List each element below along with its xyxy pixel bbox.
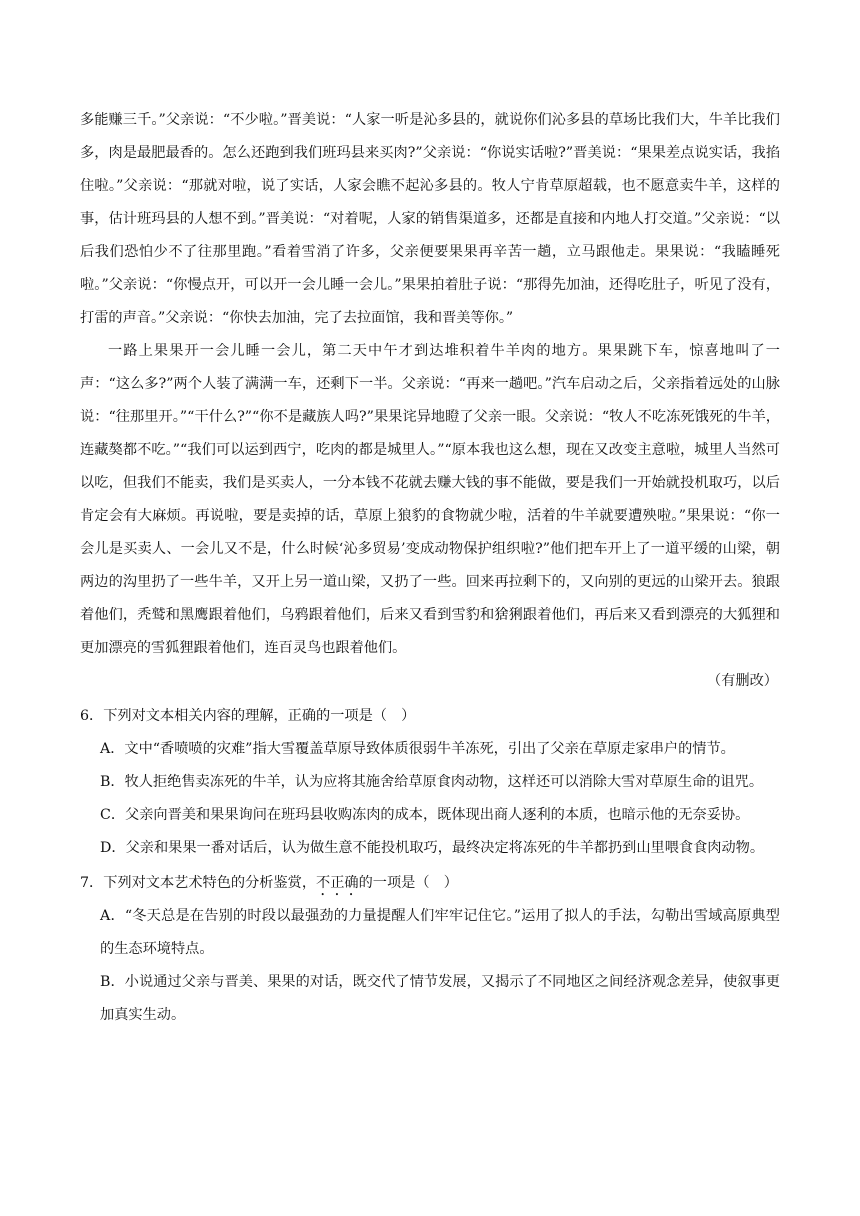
option-a: A．文中“香喷喷的灾难”指大雪覆盖草原导致体质很弱牛羊冻死，引出了父亲在草原走家串户的情节。 <box>100 741 735 757</box>
passage-paragraph: 一路上果果开一会儿睡一会儿，第二天中午才到达堆积着牛羊肉的地方。果果跳下车，惊喜地叫了一声：“这么多?”两个人装了满满一车，还剩下一半。父亲说：“再来一趟吧。”汽车启动之后，父亲指着远处的山脉说：“往那里开。”“干什么?”“你不是藏族人吗?”果果诧异地瞪了父亲一眼。父亲说：“牧人不吃冻死饿死的牛羊，连藏獒都不吃。”“我们可以运到西宁，吃肉的都是城里人。”“原本我也这么想，现在又改变主意啦，城里人当然可以吃，但我们不能卖，我们是买卖人，一分本钱不花就去赚大钱的事不能做，要是我们一开始就投机取巧，以后肯定会有大麻烦。再说啦，要是卖掉的话，草原上狼豹的食物就少啦，活着的牛羊就要遭殃啦。”果果说：“你一会儿是买卖人、一会儿又不是，什么时候‘沁多贸易’变成动物保护组织啦?”他们把车开上了一道平缓的山梁，朝两边的沟里扔了一些牛羊，又开上另一道山梁，又扔了一些。回来再拉剩下的，又向别的更远的山梁开去。狼跟着他们，秃鹫和黑鹰跟着他们，乌鸦跟着他们，后来又看到雪豹和猞猁跟着他们，再后来又看到漂亮的大狐狸和更加漂亮的雪狐狸跟着他们，连百灵鸟也跟着他们。 <box>80 343 780 656</box>
question-stem <box>80 867 780 900</box>
question-6 <box>80 700 780 865</box>
question-7 <box>80 867 780 1032</box>
passage-paragraph: 多能赚三千。”父亲说：“不少啦。”晋美说：“人家一听是沁多县的，就说你们沁多县的草场比我们大，牛羊比我们多，肉是最肥最香的。怎么还跑到我们班玛县来买肉?”父亲说：“你说实话啦?”晋美说：“果果差点说实话，我掐住啦。”父亲说：“那就对啦，说了实话，人家会瞧不起沁多县的。牧人宁肯草原超载，也不愿意卖牛羊，这样的事，估计班玛县的人想不到。”晋美说：“对着呢，人家的销售渠道多，还都是直接和内地人打交道。”父亲说：“以后我们恐怕少不了往那里跑。”看着雪消了许多，父亲便要果果再辛苦一趟，立马跟他走。果果说：“我瞌睡死啦。”父亲说：“你慢点开，可以开一会儿睡一会儿。”果果拍着肚子说：“那得先加油，还得吃肚子，听见了没有，打雷的声音。”父亲说：“你快去加油，完了去拉面馆，我和晋美等你。” <box>80 112 780 326</box>
option-d: D．父亲和果果一番对话后，认为做生意不能投机取巧，最终决定将冻死的牛羊都扔到山里喂食食肉动物。 <box>100 840 765 856</box>
document-page <box>80 104 780 1032</box>
question-stem: 6．下列对文本相关内容的理解，正确的一项是（ ） <box>80 708 416 724</box>
option-a: A．“冬天总是在告别的时段以最强劲的力量提醒人们牢牢记住它。”运用了拟人的手法，勾勒出雪域高原典型的生态环境特点。 <box>100 908 780 957</box>
option-b: B．小说通过父亲与晋美、果果的对话，既交代了情节发展，又揭示了不同地区之间经济观念差异，使叙事更加真实生动。 <box>100 974 780 1023</box>
option-b: B．牧人拒绝售卖冻死的牛羊，认为应将其施舍给草原食肉动物，这样还可以消除大雪对草原生命的诅咒。 <box>100 774 764 790</box>
emphasis-text: 不正确 <box>316 875 359 891</box>
stem-part: 7．下列对文本艺术特色的分析鉴赏， <box>80 875 317 891</box>
option-c: C．父亲向晋美和果果询问在班玛县收购冻肉的成本，既体现出商人逐利的本质，也暗示他的无奈妥协。 <box>100 807 750 823</box>
stem-part: 的一项是（ ） <box>358 875 458 891</box>
source-note: （有删改） <box>707 673 778 689</box>
